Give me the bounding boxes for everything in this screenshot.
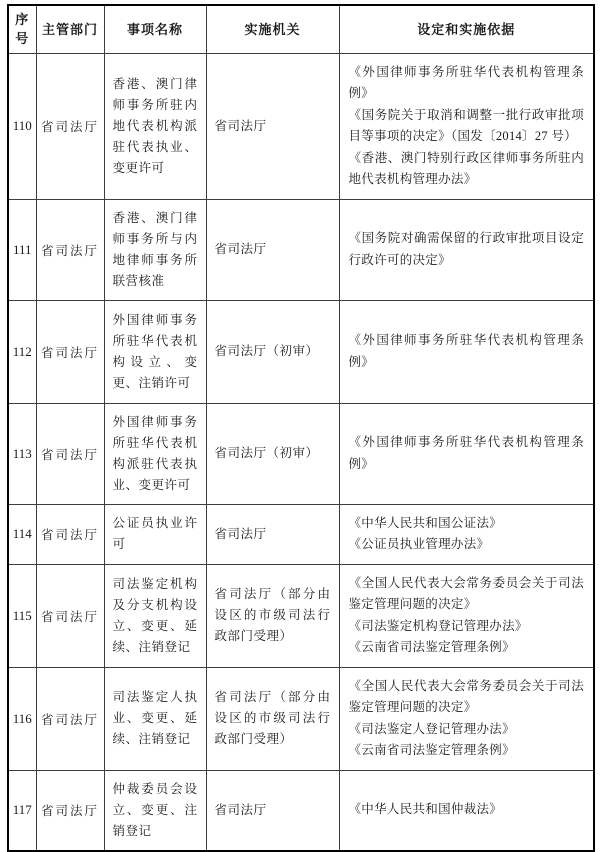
- cell-id: 110: [8, 53, 36, 199]
- header-cell-id: 序号: [8, 5, 36, 53]
- header-cell-basis: 设定和实施依据: [339, 5, 594, 53]
- cell-basis: [339, 564, 594, 667]
- cell-department: 省司法厅: [36, 667, 104, 770]
- cell-basis: [339, 770, 594, 851]
- cell-department: 省司法厅: [36, 199, 104, 300]
- cell-basis: [339, 504, 594, 564]
- cell-agency: 省司法厅: [206, 504, 339, 564]
- table-body: [8, 53, 594, 851]
- cell-department: 省司法厅: [36, 564, 104, 667]
- cell-agency: 省司法厅（部分由设区的市级司法行政部门受理）: [206, 564, 339, 667]
- cell-item: 香港、澳门律师事务所与内地律师事务所联营核准: [104, 199, 206, 300]
- cell-item: 香港、澳门律师事务所驻内地代表机构派驻代表执业、变更许可: [104, 53, 206, 199]
- table-row: [8, 300, 594, 403]
- basis-line: 《全国人民代表大会常务委员会关于司法鉴定管理问题的决定》: [348, 575, 584, 611]
- table-row: [8, 564, 594, 667]
- cell-basis: [339, 53, 594, 199]
- header-cell-agency: 实施机关: [206, 5, 339, 53]
- basis-line: 《国务院关于取消和调整一批行政审批项目等事项的决定》（国发〔2014〕27 号）: [348, 107, 584, 143]
- basis-line: 《中华人民共和国仲裁法》: [348, 802, 503, 817]
- cell-basis: [339, 667, 594, 770]
- basis-line: 《云南省司法鉴定管理条例》: [348, 743, 515, 757]
- cell-item: 司法鉴定人执业、变更、延续、注销登记: [104, 667, 206, 770]
- table-row: [8, 770, 594, 851]
- cell-agency: 省司法厅（初审）: [206, 300, 339, 403]
- cell-agency: 省司法厅: [206, 53, 339, 199]
- basis-line: 《中华人民共和国公证法》: [348, 515, 503, 530]
- cell-agency: 省司法厅: [206, 770, 339, 851]
- basis-line: 《司法鉴定机构登记管理办法》: [348, 618, 528, 633]
- basis-line: 《外国律师事务所驻华代表机构管理条例》: [348, 64, 584, 100]
- cell-item: 外国律师事务所驻华代表机构设立、变更、注销许可: [104, 300, 206, 403]
- cell-department: 省司法厅: [36, 53, 104, 199]
- cell-department: 省司法厅: [36, 770, 104, 851]
- table-row: [8, 667, 594, 770]
- cell-basis: [339, 199, 594, 300]
- basis-line: 《外国律师事务所驻华代表机构管理条例》: [348, 435, 584, 471]
- table-row: [8, 403, 594, 504]
- cell-id: 113: [8, 403, 36, 504]
- cell-id: 116: [8, 667, 36, 770]
- cell-item: 司法鉴定机构及分支机构设立、变更、延续、注销登记: [104, 564, 206, 667]
- cell-department: 省司法厅: [36, 300, 104, 403]
- cell-item: 公证员执业许可: [104, 504, 206, 564]
- cell-id: 117: [8, 770, 36, 851]
- table-row: [8, 199, 594, 300]
- basis-line: 《香港、澳门特别行政区律师事务所驻内地代表机构管理办法》: [348, 150, 584, 186]
- cell-item: 外国律师事务所驻华代表机构派驻代表执业、变更许可: [104, 403, 206, 504]
- table-row: [8, 53, 594, 199]
- basis-line: 《云南省司法鉴定管理条例》: [348, 640, 515, 654]
- basis-line: 《公证员执业管理办法》: [348, 537, 490, 551]
- header-cell-department: 主管部门: [36, 5, 104, 53]
- cell-agency: 省司法厅: [206, 199, 339, 300]
- cell-agency: 省司法厅（初审）: [206, 403, 339, 504]
- header-cell-item: 事项名称: [104, 5, 206, 53]
- table-row: [8, 504, 594, 564]
- basis-line: 《外国律师事务所驻华代表机构管理条例》: [348, 333, 584, 369]
- cell-id: 114: [8, 504, 36, 564]
- cell-basis: [339, 300, 594, 403]
- administrative-approval-table: [7, 4, 595, 852]
- cell-agency: 省司法厅（部分由设区的市级司法行政部门受理）: [206, 667, 339, 770]
- cell-department: 省司法厅: [36, 403, 104, 504]
- cell-id: 112: [8, 300, 36, 403]
- table-header-row: [8, 5, 594, 53]
- cell-department: 省司法厅: [36, 504, 104, 564]
- cell-id: 111: [8, 199, 36, 300]
- basis-line: 《司法鉴定人登记管理办法》: [348, 721, 515, 736]
- basis-line: 《全国人民代表大会常务委员会关于司法鉴定管理问题的决定》: [348, 678, 584, 714]
- cell-item: 仲裁委员会设立、变更、注销登记: [104, 770, 206, 851]
- cell-id: 115: [8, 564, 36, 667]
- cell-basis: [339, 403, 594, 504]
- basis-line: 《国务院对确需保留的行政审批项目设定行政许可的决定》: [348, 231, 584, 267]
